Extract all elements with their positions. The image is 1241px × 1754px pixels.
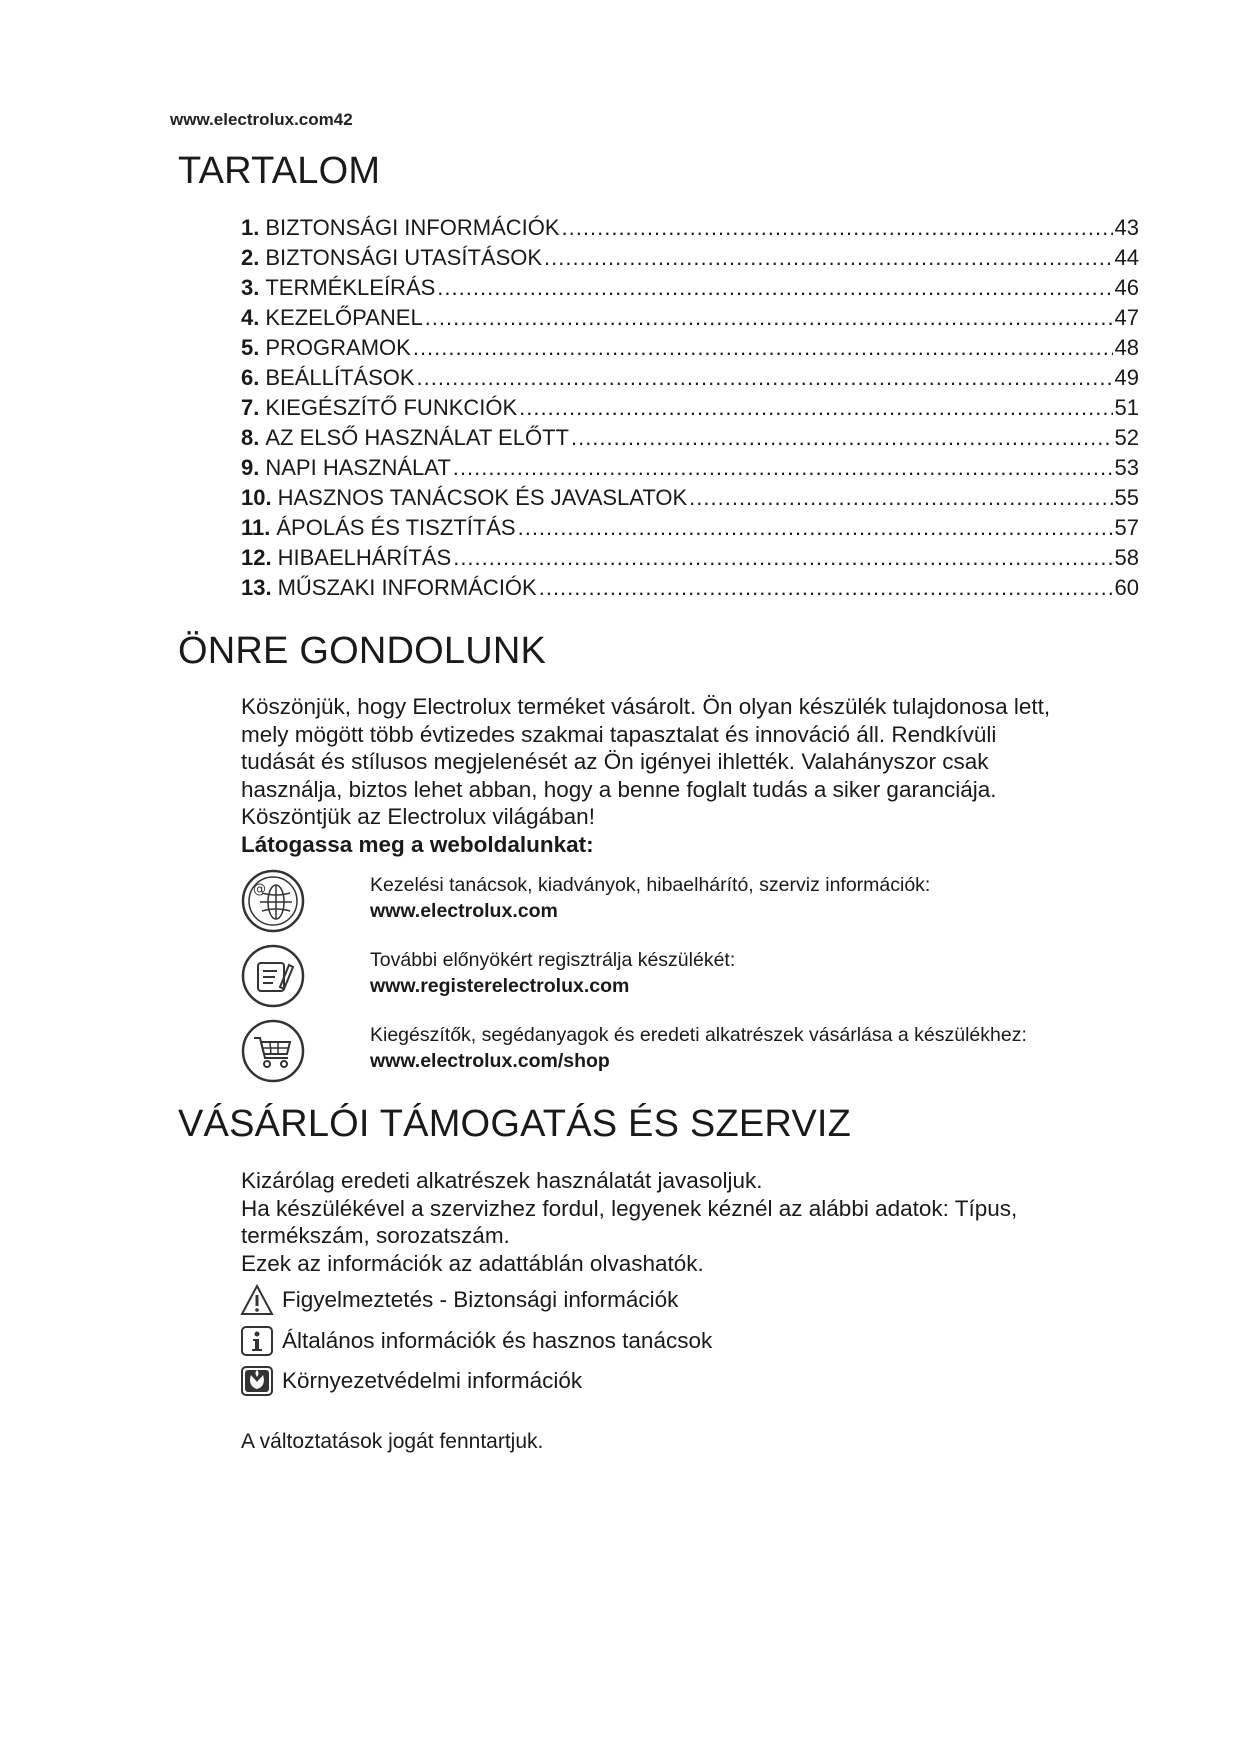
toc-item-number: 4. (241, 305, 260, 330)
toc-item-page: 46 (1114, 275, 1139, 300)
web-link[interactable]: www.electrolux.com/shop (370, 1050, 610, 1072)
header-url: www.electrolux.com42 (170, 110, 353, 129)
toc-leader-dots (544, 243, 1112, 273)
svg-text:@: @ (253, 882, 266, 897)
toc-item-title: MŰSZAKI INFORMÁCIÓK (277, 575, 537, 600)
toc-item[interactable] (241, 573, 1139, 603)
toc-item-title: ÁPOLÁS ÉS TISZTÍTÁS (276, 515, 516, 540)
web-item-register (240, 943, 1140, 1013)
toc-item-page: 51 (1114, 395, 1139, 420)
web-item-description: További előnyökért regisztrálja készülékét: (370, 949, 736, 971)
toc-leader-dots (562, 213, 1113, 243)
web-link[interactable]: www.registerelectrolux.com (370, 975, 630, 997)
web-item-description: Kezelési tanácsok, kiadványok, hibaelhárító, szerviz információk: (370, 874, 931, 896)
register-icon (240, 943, 306, 1009)
toc-item-number: 5. (241, 335, 260, 360)
toc-item-title: AZ ELSŐ HASZNÁLAT ELŐTT (265, 425, 569, 450)
about-line: Köszönjük, hogy Electrolux terméket vásárolt. Ön olyan készülék tulajdonosa lett, (241, 694, 1051, 719)
legend-text: Általános információk és hasznos tanácsok (282, 1328, 713, 1353)
toc-leader-dots (417, 363, 1113, 393)
toc-item[interactable] (241, 213, 1139, 243)
globe-icon (240, 868, 306, 934)
toc-item-title: TERMÉKLEÍRÁS (265, 275, 436, 300)
toc-item[interactable] (241, 273, 1139, 303)
toc-item-number: 3. (241, 275, 260, 300)
toc-leader-dots (453, 453, 1113, 483)
support-paragraph (241, 1167, 1141, 1277)
visit-label: Látogassa meg a weboldalunkat: (241, 831, 594, 857)
toc-item-number: 12. (241, 545, 272, 570)
toc-item[interactable] (241, 303, 1139, 333)
toc-item-number: 9. (241, 455, 260, 480)
legend-environment (240, 1364, 582, 1398)
toc-item-title: HASZNOS TANÁCSOK ÉS JAVASLATOK (277, 485, 688, 510)
web-item-support (240, 868, 1140, 938)
about-line: használja, biztos lehet abban, hogy a benne foglalt tudás a siker garanciája. (241, 776, 997, 802)
toc-item[interactable] (241, 333, 1139, 363)
about-line: Köszöntjük az Electrolux világában! (241, 804, 595, 829)
toc-item-page: 57 (1114, 515, 1139, 540)
toc-item-page: 58 (1114, 545, 1139, 570)
toc-item[interactable] (241, 243, 1139, 273)
shopping-cart-icon (240, 1018, 306, 1084)
toc-item-page: 44 (1114, 245, 1139, 270)
about-paragraph (241, 693, 1141, 858)
web-link[interactable]: www.electrolux.com (370, 900, 558, 922)
table-of-contents (241, 213, 1139, 603)
toc-leader-dots (519, 393, 1112, 423)
toc-leader-dots (413, 333, 1113, 363)
toc-item-page: 49 (1114, 365, 1139, 390)
toc-item-number: 2. (241, 245, 260, 270)
web-item-text (370, 947, 735, 999)
toc-item-number: 1. (241, 215, 260, 240)
toc-item-number: 6. (241, 365, 260, 390)
toc-item-title: HIBAELHÁRÍTÁS (277, 545, 452, 570)
toc-item-page: 52 (1114, 425, 1139, 450)
toc-title: TARTALOM (178, 150, 381, 192)
web-item-shop (240, 1018, 1140, 1088)
toc-item-title: KIEGÉSZÍTŐ FUNKCIÓK (265, 395, 518, 420)
toc-item-number: 13. (241, 575, 272, 600)
toc-item-title: KEZELŐPANEL (265, 305, 423, 330)
toc-item-number: 8. (241, 425, 260, 450)
about-title: ÖNRE GONDOLUNK (178, 630, 547, 672)
support-title: VÁSÁRLÓI TÁMOGATÁS ÉS SZERVIZ (178, 1103, 852, 1145)
toc-item[interactable] (241, 363, 1139, 393)
toc-leader-dots (425, 303, 1113, 333)
toc-item-title: BIZTONSÁGI INFORMÁCIÓK (265, 215, 560, 240)
toc-item-number: 10. (241, 485, 272, 510)
web-item-text (370, 872, 930, 924)
about-line: tudását és stílusos megjelenését az Ön igényei ihlették. Valahányszor csak (241, 749, 989, 774)
toc-item-title: PROGRAMOK (265, 335, 411, 360)
support-line: Ezek az információk az adattáblán olvashatók. (241, 1250, 704, 1276)
legend-text: Figyelmeztetés - Biztonsági információk (282, 1287, 679, 1312)
web-item-text (370, 1022, 1027, 1074)
toc-leader-dots (689, 483, 1112, 513)
info-icon (240, 1325, 274, 1357)
support-line: termékszám, sorozatszám. (241, 1223, 510, 1248)
toc-item-page: 60 (1114, 575, 1139, 600)
toc-item-title: BEÁLLÍTÁSOK (265, 365, 415, 390)
legend-info (240, 1324, 712, 1358)
legend-warning (240, 1283, 678, 1317)
toc-item-title: BIZTONSÁGI UTASÍTÁSOK (265, 245, 543, 270)
toc-leader-dots (571, 423, 1113, 453)
toc-item-page: 47 (1114, 305, 1139, 330)
toc-leader-dots (539, 573, 1113, 603)
toc-leader-dots (453, 543, 1112, 573)
support-line: Kizárólag eredeti alkatrészek használatát javasoljuk. (241, 1168, 763, 1193)
toc-leader-dots (437, 273, 1112, 303)
warning-icon (240, 1284, 274, 1316)
toc-item-page: 55 (1114, 485, 1139, 510)
toc-item-number: 11. (241, 515, 271, 540)
toc-item[interactable] (241, 483, 1139, 513)
environment-icon (240, 1365, 274, 1397)
toc-item-title: NAPI HASZNÁLAT (265, 455, 451, 480)
support-line: Ha készülékével a szervizhez fordul, legyenek kéznél az alábbi adatok: Típus, (241, 1195, 1018, 1221)
toc-item-number: 7. (241, 395, 260, 420)
toc-item-page: 53 (1114, 455, 1139, 480)
footer-note: A változtatások jogát fenntartjuk. (241, 1430, 544, 1453)
legend-text: Környezetvédelmi információk (282, 1368, 583, 1393)
toc-leader-dots (518, 513, 1113, 543)
toc-item-page: 48 (1114, 335, 1139, 360)
toc-item[interactable] (241, 453, 1139, 483)
toc-item[interactable] (241, 393, 1139, 423)
web-item-description: Kiegészítők, segédanyagok és eredeti alkatrészek vásárlása a készülékhez: (370, 1024, 1027, 1046)
toc-item[interactable] (241, 513, 1139, 543)
about-line: mely mögött több évtizedes szakmai tapasztalat és innováció áll. Rendkívüli (241, 721, 997, 747)
toc-item[interactable] (241, 423, 1139, 453)
toc-item[interactable] (241, 543, 1139, 573)
toc-item-page: 43 (1114, 215, 1139, 240)
